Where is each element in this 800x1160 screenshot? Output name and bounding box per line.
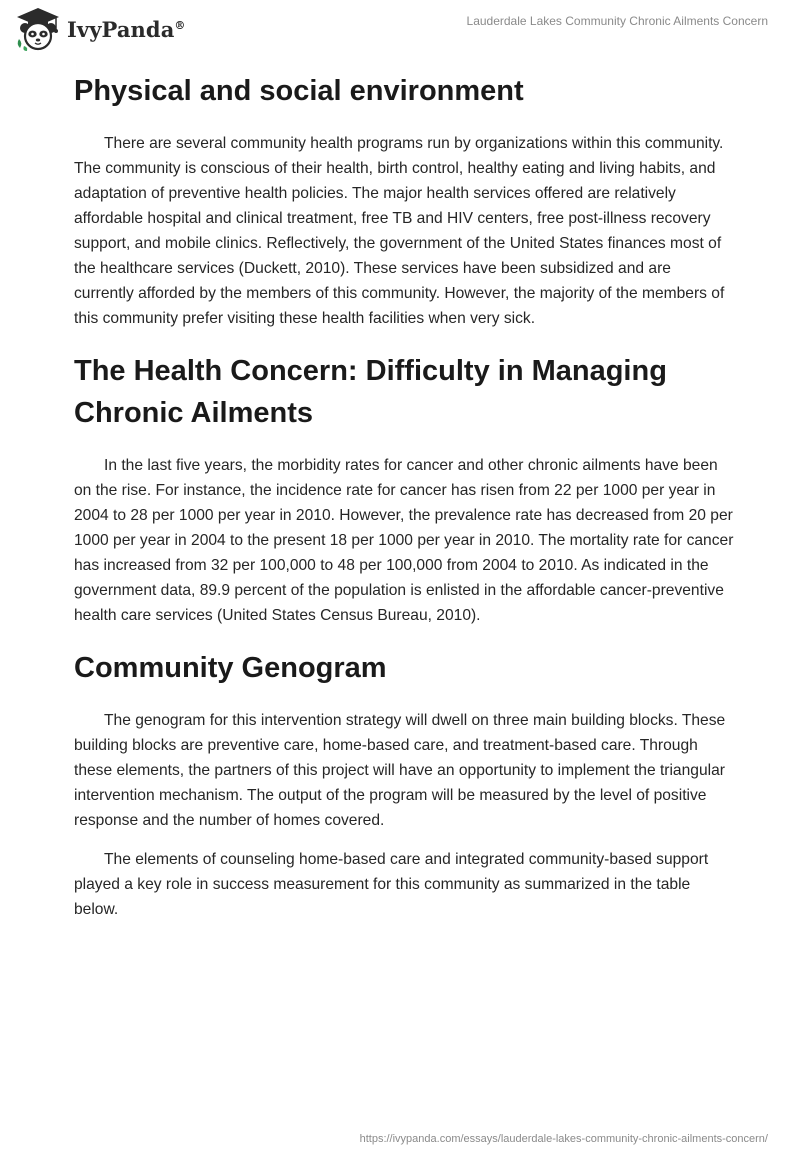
brand-name: IvyPanda® (67, 16, 186, 42)
section-heading-health-concern: The Health Concern: Difficulty in Managing Chronic Ailments (74, 355, 667, 429)
paragraph-genogram-2: The elements of counseling home-based care and integrated community-based support played a key role in success measurement for this community as summarized in the table below. (74, 851, 709, 918)
paragraph-genogram-1: The genogram for this intervention strategy will dwell on three main building blocks. These building blocks are preventive care, home-based care, and treatment-based care. Through these elements, the partners of this project will have an opportunity to implement the triangular intervention mechanism. The output of the program will be measured by the level of positive response and the number of homes covered. (74, 712, 726, 829)
document-title: Lauderdale Lakes Community Chronic Ailments Concern (466, 14, 768, 28)
paragraph-health-concern: In the last five years, the morbidity rates for cancer and other chronic ailments have been on the rise. For instance, the incidence rate for cancer has risen from 22 per 1000 per year in 2004 to 28 per 1000 per year in 2010. However, the prevalence rate has decreased from 20 per 1000 per year in 2004 to the present 18 per 1000 per year in 2010. The mortality rate for cancer has increased from 32 per 100,000 to 48 per 100,000 from 2004 to 2010. As indicated in the government data, 89.9 percent of the population is enlisted in the affordable cancer-preventive health care services (United States Census Bureau, 2010). (74, 457, 734, 624)
section-heading-physical-social: Physical and social environment (74, 75, 524, 107)
essay-content (74, 70, 734, 922)
registered-mark: ® (174, 18, 186, 32)
ivypanda-logo[interactable] (14, 6, 186, 52)
section-heading-community-genogram: Community Genogram (74, 652, 387, 684)
paragraph-physical-social: There are several community health programs run by organizations within this community. The community is conscious of their health, birth control, healthy eating and living habits, and adaptation of preventive health policies. The major health services offered are relatively affordable hospital and clinical treatment, free TB and HIV centers, free post-illness recovery support, and mobile clinics. Reflectively, the government of the United States finances most of the healthcare services (Duckett, 2010). These services have been subsidized and are currently afforded by the members of this community. However, the majority of the members of this community prefer visiting these health facilities when very sick. (74, 135, 725, 327)
panda-graduation-cap-icon (14, 6, 62, 52)
source-url[interactable]: https://ivypanda.com/essays/lauderdale-lakes-community-chronic-ailments-concern/ (359, 1133, 768, 1145)
page-header (0, 0, 800, 60)
